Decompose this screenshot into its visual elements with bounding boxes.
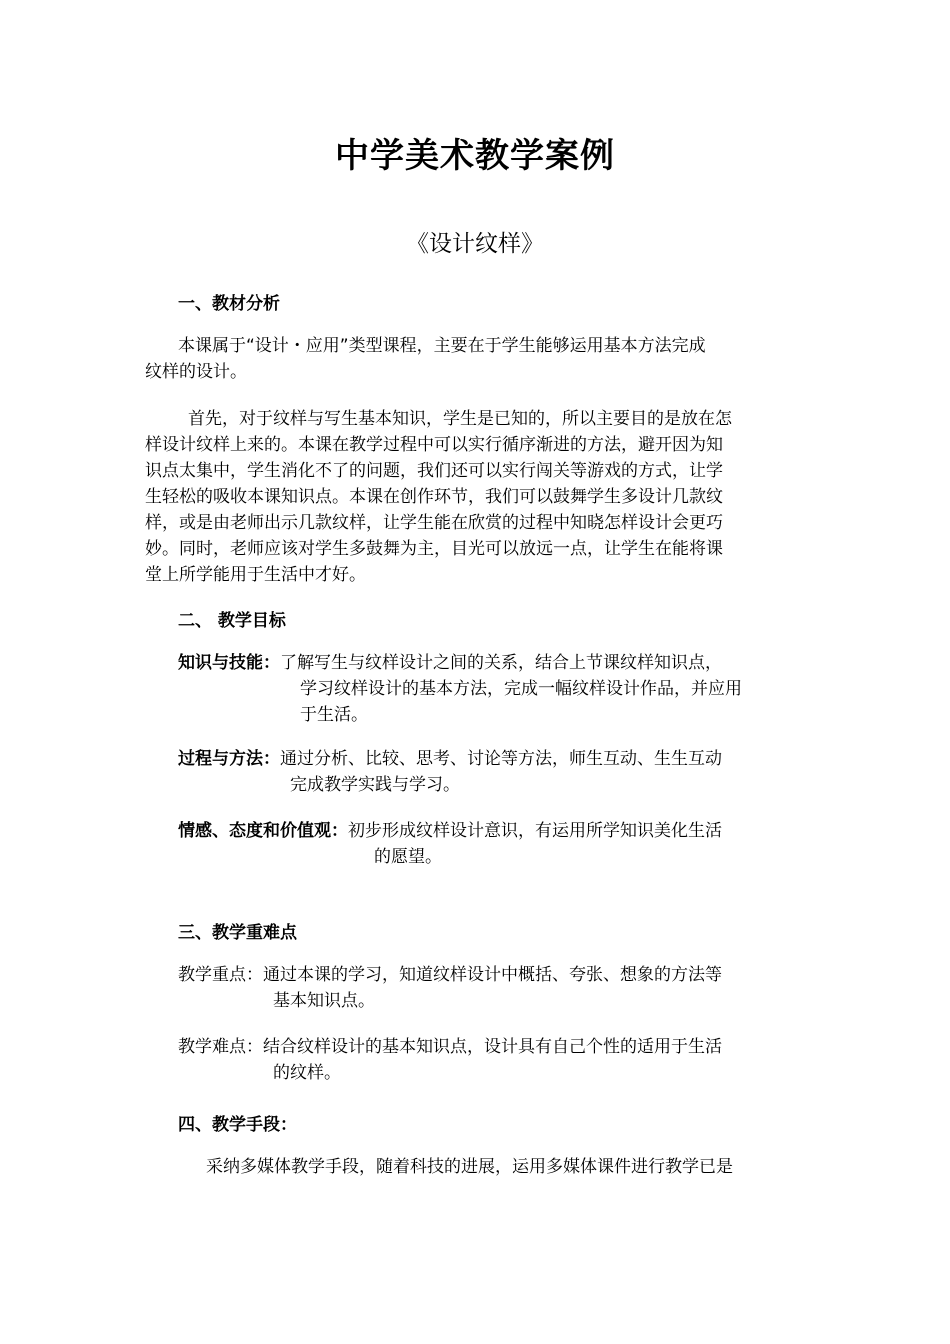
text-line: 完成教学实践与学习。 <box>290 775 460 795</box>
section-heading-means: 四、教学手段： <box>178 1115 297 1135</box>
goal-process-text <box>290 772 460 798</box>
text-line: 的愿望。 <box>374 847 442 867</box>
text-line: 通过本课的学习，知道纹样设计中概括、夸张、想象的方法等 <box>263 965 722 985</box>
difficulty-cont <box>273 1060 341 1086</box>
key-point-row <box>178 962 722 988</box>
goal-label: 情感、态度和价值观： <box>178 821 348 841</box>
text-line: 学习纹样设计的基本方法，完成一幅纹样设计作品，并应用 <box>300 679 742 699</box>
section-heading-goals: 二、 教学目标 <box>178 611 286 631</box>
key-point-label: 教学重点： <box>178 965 263 985</box>
document-subtitle: 《设计纹样》 <box>406 231 544 257</box>
goal-knowledge-label <box>178 650 722 676</box>
text-line: 了解写生与纹样设计之间的关系，结合上节课纹样知识点， <box>280 653 722 673</box>
text-line: 纹样的设计。 <box>145 362 247 382</box>
text-line: 于生活。 <box>300 705 368 725</box>
text-line: 生轻松的吸收本课知识点。本课在创作环节，我们可以鼓舞学生多设计几款纹 <box>145 487 723 507</box>
text-line: 样，或是由老师出示几款纹样，让学生能在欣赏的过程中知晓怎样设计会更巧 <box>145 513 723 533</box>
goal-process-label <box>178 746 722 772</box>
section-heading-key-points: 三、教学重难点 <box>178 923 297 943</box>
paragraph-first-line <box>188 406 732 432</box>
document-title: 中学美术教学案例 <box>335 136 615 176</box>
goal-emotion-label <box>178 818 722 844</box>
difficulty-row <box>178 1034 722 1060</box>
text-line: 识点太集中，学生消化不了的问题，我们还可以实行闯关等游戏的方式，让学 <box>145 461 723 481</box>
text-line: 初步形成纹样设计意识，有运用所学知识美化生活 <box>348 821 722 841</box>
goal-emotion-text <box>374 844 442 870</box>
text-line: 首先，对于纹样与写生基本知识，学生是已知的，所以主要目的是放在怎 <box>188 409 732 429</box>
text-line: 妙。同时，老师应该对学生多鼓舞为主，目光可以放远一点，让学生在能将课 <box>145 539 723 559</box>
paragraph-course-type <box>178 333 706 359</box>
text-line: 通过分析、比较、思考、讨论等方法，师生互动、生生互动 <box>280 749 722 769</box>
paragraph-course-type-cont <box>145 359 247 385</box>
text-line: 结合纹样设计的基本知识点，设计具有自己个性的适用于生活 <box>263 1037 722 1057</box>
text-line: 样设计纹样上来的。本课在教学过程中可以实行循序渐进的方法，避开因为知 <box>145 435 723 455</box>
difficulty-label: 教学难点： <box>178 1037 263 1057</box>
text-line: 堂上所学能用于生活中才好。 <box>145 565 366 585</box>
text-line: 的纹样。 <box>273 1063 341 1083</box>
paragraph-means <box>206 1154 733 1180</box>
key-point-cont <box>273 988 375 1014</box>
text-line: 本课属于“设计・应用”类型课程，主要在于学生能够运用基本方法完成 <box>178 336 706 356</box>
goal-label: 过程与方法： <box>178 749 280 769</box>
goal-label: 知识与技能： <box>178 653 280 673</box>
goal-knowledge-text <box>300 676 742 728</box>
text-line: 采纳多媒体教学手段，随着科技的进展，运用多媒体课件进行教学已是 <box>206 1157 733 1177</box>
section-heading-materials: 一、教材分析 <box>178 294 280 314</box>
text-line: 基本知识点。 <box>273 991 375 1011</box>
paragraph-analysis <box>145 432 723 588</box>
